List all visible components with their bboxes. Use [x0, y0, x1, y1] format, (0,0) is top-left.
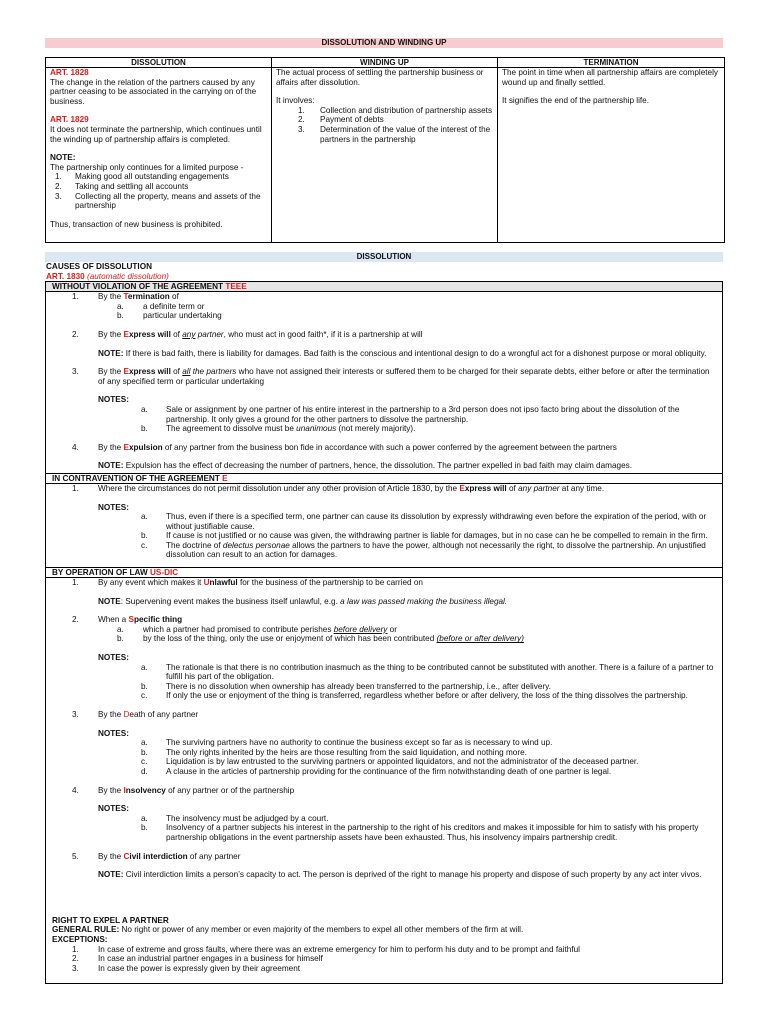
art-1829-label: ART. 1829 — [50, 115, 89, 125]
list-item: a. The insolvency must be adjudged by a court. — [141, 813, 329, 823]
comparison-table — [45, 57, 725, 243]
list-item: 2. When a Specific thing — [72, 615, 183, 625]
note-paragraph: NOTE: Civil interdiction limits a person’s capacity to act. The person is deprived of the right to manage his property and dispose of such property by any act inter vivos. — [98, 870, 702, 880]
list-item: 3. Collecting all the property, means and assets of the partnership — [55, 191, 261, 211]
list-item: 2. By the Express will of any partner, who must act in good faith*, if it is a partnership at will — [72, 329, 423, 339]
list-item: a. The rationale is that there is no contribution inasmuch as the thing to be contributed cannot be substituted with another. There is a failure of a partner to fulfill his part of the obligation. — [141, 662, 714, 682]
list-item: 2. In case an industrial partner engages in a business for himself — [72, 954, 323, 964]
expel-section — [46, 916, 722, 974]
col-header-winding-up: WINDING UP — [272, 58, 498, 68]
list-item: b. Insolvency of a partner subjects his interest in the partnership to the right of his creditors and makes it impossible for him to satisfy with his property partnership obligations in the event partnership assets have been exhausted. Thus, his insolvency impairs partnership credit. — [141, 823, 699, 842]
list-item: c. If only the use or enjoyment of the thing is transferred, regardless whether before or after delivery, the loss of the thing dissolves the partnership. — [141, 691, 688, 701]
dissolution-cell — [46, 68, 272, 243]
list-item: 3. By the Death of any partner — [72, 710, 199, 719]
note-text: The partnership only continues for a limited purpose - — [50, 162, 244, 172]
document-page — [45, 38, 723, 984]
list-item: d. A clause in the articles of partnership providing for the continuance of the firm notwithstanding death of one partner is legal. — [141, 766, 612, 776]
list-item: b. If cause is not justified or no cause was given, the withdrawing partner is liable for damages, but in no case can he be compelled to remain in the firm. — [141, 531, 708, 541]
list-item: 2. Taking and settling all accounts — [55, 181, 189, 191]
col-header-termination: TERMINATION — [498, 58, 725, 68]
section-without-violation: WITHOUT VIOLATION OF THE AGREEMENT TEEE — [45, 281, 723, 292]
termination-text: The point in time when all partnership affairs are completely wound up and finally settled. — [502, 68, 719, 87]
col-header-dissolution: DISSOLUTION — [46, 58, 272, 68]
art-1828-label: ART. 1828 — [50, 68, 89, 77]
list-item: c. The doctrine of delectus personae allows the partners to have the power, although not necessarily the right, to dissolve the partnership. An unjustified dissolution can result to an action for damages. — [141, 540, 706, 560]
winding-up-cell — [272, 68, 498, 243]
list-item: 1. By any event which makes it Unlawful for the business of the partnership to be carried on — [72, 578, 423, 588]
dissolution-banner: DISSOLUTION — [45, 252, 723, 262]
list-item: 4. By the Insolvency of any partner or of the partnership — [72, 785, 295, 795]
list-item: b. particular undertaking — [117, 311, 222, 321]
termination-text-2: It signifies the end of the partnership life. — [502, 96, 650, 106]
list-item: 5. By the Civil interdiction of any partner — [72, 851, 241, 861]
notes-label: NOTES: — [98, 804, 129, 814]
page-title: DISSOLUTION AND WINDING UP — [45, 38, 723, 48]
list-item: a. a definite term or — [117, 301, 205, 311]
list-item: b. There is no dissolution when ownership has already been transferred to the partnership, i.e., after delivery. — [141, 681, 551, 691]
note-paragraph: NOTE: If there is bad faith, there is liability for damages. Bad faith is the conscious and intentional design to do a wrongful act for a dishonest purpose or moral obliquity. — [98, 348, 707, 358]
note-paragraph: NOTE: Expulsion has the effect of decreasing the number of partners, hence, the dissolution. The partner expelled in bad faith may claim damages. — [98, 461, 633, 471]
section-operation-of-law: BY OPERATION OF LAW US-DIC — [45, 567, 723, 578]
contravention-content — [45, 484, 723, 567]
involves-label: It involves: — [276, 96, 315, 106]
notes-label: NOTES: — [98, 395, 129, 405]
list-item: a. The surviving partners have no authority to continue the business except so far as is necessary to wind up. — [141, 738, 553, 748]
termination-cell — [498, 68, 725, 243]
list-item: 2. Payment of debts — [298, 115, 384, 125]
without-violation-content — [45, 292, 723, 473]
exceptions-label: EXCEPTIONS: — [52, 934, 108, 944]
art-1830-label: ART. 1830 — [46, 271, 85, 281]
art-1830-note: (automatic dissolution) — [86, 271, 169, 281]
closing-text: Thus, transaction of new business is prohibited. — [50, 219, 223, 229]
list-item: 4. By the Expulsion of any partner from the business bon fide in accordance with such a power conferred by the agreement between the partners — [72, 442, 617, 452]
list-item: b. The agreement to dissolve must be unanimous (not merely majority). — [141, 424, 416, 434]
notes-label: NOTES: — [98, 502, 129, 512]
list-item: a. Sale or assignment by one partner of his entire interest in the partnership to a 3rd person does not ipso facto bring about the dissolution of the partnership. It only gives a ground for the other partners to dissolve the partnership. — [141, 404, 680, 424]
winding-up-text: The actual process of settling the partnership business or affairs after dissolution. — [276, 68, 484, 87]
notes-label: NOTES: — [98, 653, 129, 663]
causes-heading: CAUSES OF DISSOLUTION — [46, 262, 152, 271]
list-item: 1. Making good all outstanding engagements — [55, 172, 229, 182]
general-rule: GENERAL RULE: No right or power of any member or even majority of the members to expel all other members of the firm at will. — [52, 925, 524, 935]
list-item: 1. Where the circumstances do not permit dissolution under any other provision of Article 1830, by the Express will of any partner at any time. — [72, 483, 605, 493]
art-1829-text: It does not terminate the partnership, which continues until the winding up of partnership affairs is completed. — [50, 124, 262, 144]
list-item: 1. By the Termination of — [72, 292, 179, 302]
notes-label: NOTES: — [98, 728, 129, 738]
list-item: a. Thus, even if there is a specified term, one partner can cause its dissolution by expressly withdrawing even before the expiration of the period, with or without justifiable cause. — [141, 512, 707, 531]
list-item: 3. Determination of the value of the interest of the partners in the partnership — [298, 124, 491, 144]
list-item: b. The only rights inherited by the heirs are those resulting from the said liquidation, and nothing more. — [141, 747, 527, 757]
list-item: 1. Collection and distribution of partnership assets — [298, 105, 493, 115]
note-label: NOTE: — [50, 153, 76, 163]
art-1828-text: The change in the relation of the partners caused by any partner ceasing to be associated in the carrying on of the business. — [50, 77, 257, 106]
list-item: 3. In case the power is expressly given by their agreement — [72, 963, 301, 973]
note-paragraph: NOTE: Supervening event makes the business itself unlawful, e.g. a law was passed making the business illegal. — [98, 596, 508, 606]
list-item: 1. In case of extreme and gross faults, where there was an extreme emergency for him to perform his duty and to be prompt and faithful — [72, 944, 580, 954]
section-contravention: IN CONTRAVENTION OF THE AGREEMENT E — [45, 473, 723, 484]
list-item: c. Liquidation is by law entrusted to the surviving partners or appointed liquidators, and not the administrator of the deceased partner. — [141, 757, 639, 767]
list-item: a. which a partner had promised to contribute perishes before delivery or — [117, 624, 397, 634]
expel-heading: RIGHT TO EXPEL A PARTNER — [52, 915, 169, 925]
list-item: 3. By the Express will of all the partners who have not assigned their interests or suffered them to be charged for their separate debts, either before or after the termination of any specified term or particular undertaking — [72, 367, 710, 386]
operation-of-law-content — [45, 578, 723, 984]
list-item: b. by the loss of the thing, only the use or enjoyment of which has been contributed (before or after delivery) — [117, 634, 524, 644]
